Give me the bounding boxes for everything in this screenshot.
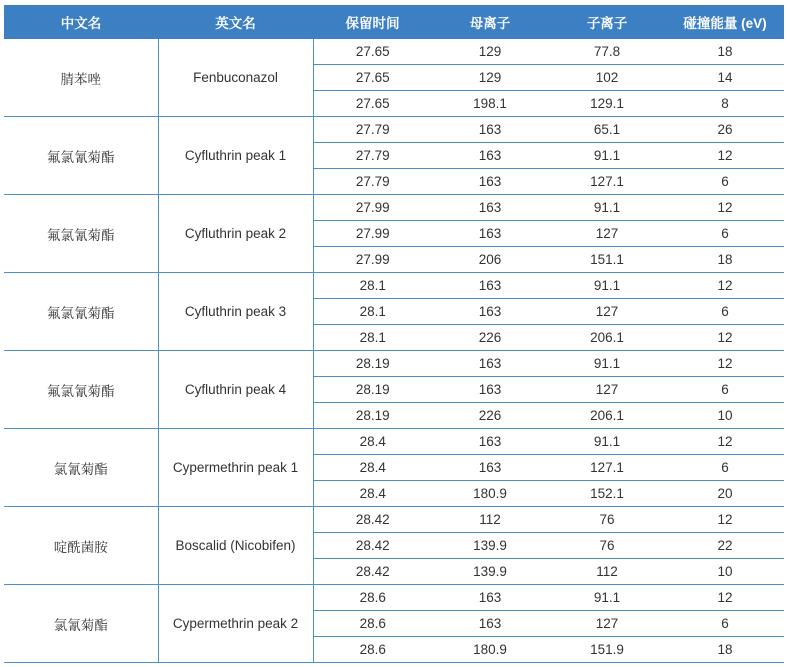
table-row [4, 39, 784, 65]
collision-energy-cell: 12 [666, 143, 784, 169]
table-row [4, 273, 784, 299]
header-cn-name: 中文名 [4, 5, 158, 39]
header-precursor-ion: 母离子 [432, 5, 548, 39]
precursor-ion-cell: 198.1 [432, 91, 548, 117]
precursor-ion-cell: 226 [432, 403, 548, 429]
compound-en-name: Cypermethrin peak 2 [158, 585, 313, 663]
collision-energy-cell: 14 [666, 65, 784, 91]
header-collision-energy: 碰撞能量 (eV) [666, 5, 784, 39]
product-ion-cell: 77.8 [548, 39, 666, 65]
compound-cn-name: 啶酰菌胺 [4, 507, 158, 585]
compound-en-name: Cyfluthrin peak 4 [158, 351, 313, 429]
table-row [4, 429, 784, 455]
collision-energy-cell: 6 [666, 377, 784, 403]
collision-energy-cell: 12 [666, 429, 784, 455]
precursor-ion-cell: 206 [432, 247, 548, 273]
precursor-ion-cell: 163 [432, 455, 548, 481]
collision-energy-cell: 12 [666, 507, 784, 533]
retention-time-cell: 28.19 [313, 377, 432, 403]
product-ion-cell: 91.1 [548, 143, 666, 169]
collision-energy-cell: 18 [666, 247, 784, 273]
collision-energy-cell: 6 [666, 221, 784, 247]
table-row [4, 117, 784, 143]
retention-time-cell: 28.1 [313, 325, 432, 351]
product-ion-cell: 151.9 [548, 637, 666, 663]
precursor-ion-cell: 163 [432, 299, 548, 325]
precursor-ion-cell: 163 [432, 221, 548, 247]
retention-time-cell: 28.4 [313, 455, 432, 481]
precursor-ion-cell: 129 [432, 39, 548, 65]
retention-time-cell: 28.1 [313, 273, 432, 299]
collision-energy-cell: 26 [666, 117, 784, 143]
precursor-ion-cell: 163 [432, 195, 548, 221]
precursor-ion-cell: 163 [432, 377, 548, 403]
precursor-ion-cell: 163 [432, 585, 548, 611]
compound-en-name: Cypermethrin peak 1 [158, 429, 313, 507]
precursor-ion-cell: 163 [432, 169, 548, 195]
collision-energy-cell: 8 [666, 91, 784, 117]
product-ion-cell: 112 [548, 559, 666, 585]
product-ion-cell: 76 [548, 533, 666, 559]
table-row [4, 585, 784, 611]
retention-time-cell: 27.79 [313, 169, 432, 195]
precursor-ion-cell: 112 [432, 507, 548, 533]
precursor-ion-cell: 163 [432, 273, 548, 299]
precursor-ion-cell: 163 [432, 351, 548, 377]
compound-cn-name: 氟氯氰菊酯 [4, 195, 158, 273]
product-ion-cell: 127.1 [548, 455, 666, 481]
collision-energy-cell: 12 [666, 351, 784, 377]
compound-cn-name: 氟氯氰菊酯 [4, 117, 158, 195]
precursor-ion-cell: 180.9 [432, 637, 548, 663]
product-ion-cell: 127 [548, 221, 666, 247]
collision-energy-cell: 12 [666, 325, 784, 351]
retention-time-cell: 28.4 [313, 429, 432, 455]
collision-energy-cell: 6 [666, 299, 784, 325]
product-ion-cell: 152.1 [548, 481, 666, 507]
precursor-ion-cell: 163 [432, 429, 548, 455]
retention-time-cell: 27.79 [313, 117, 432, 143]
compound-cn-name: 氯氰菊酯 [4, 585, 158, 663]
compound-cn-name: 氟氯氰菊酯 [4, 351, 158, 429]
product-ion-cell: 206.1 [548, 325, 666, 351]
retention-time-cell: 27.99 [313, 247, 432, 273]
precursor-ion-cell: 139.9 [432, 533, 548, 559]
product-ion-cell: 127 [548, 377, 666, 403]
collision-energy-cell: 18 [666, 39, 784, 65]
collision-energy-cell: 6 [666, 169, 784, 195]
product-ion-cell: 65.1 [548, 117, 666, 143]
collision-energy-cell: 10 [666, 403, 784, 429]
product-ion-cell: 102 [548, 65, 666, 91]
header-product-ion: 子离子 [548, 5, 666, 39]
compound-en-name: Boscalid (Nicobifen) [158, 507, 313, 585]
product-ion-cell: 127 [548, 299, 666, 325]
product-ion-cell: 91.1 [548, 195, 666, 221]
product-ion-cell: 76 [548, 507, 666, 533]
retention-time-cell: 28.42 [313, 533, 432, 559]
collision-energy-cell: 12 [666, 195, 784, 221]
collision-energy-cell: 6 [666, 455, 784, 481]
product-ion-cell: 206.1 [548, 403, 666, 429]
product-ion-cell: 91.1 [548, 429, 666, 455]
retention-time-cell: 28.1 [313, 299, 432, 325]
retention-time-cell: 27.99 [313, 195, 432, 221]
precursor-ion-cell: 226 [432, 325, 548, 351]
precursor-ion-cell: 129 [432, 65, 548, 91]
retention-time-cell: 28.6 [313, 637, 432, 663]
header-en-name: 英文名 [158, 5, 313, 39]
retention-time-cell: 27.99 [313, 221, 432, 247]
retention-time-cell: 28.42 [313, 507, 432, 533]
collision-energy-cell: 12 [666, 585, 784, 611]
collision-energy-cell: 20 [666, 481, 784, 507]
retention-time-cell: 28.42 [313, 559, 432, 585]
collision-energy-cell: 22 [666, 533, 784, 559]
table-body [4, 39, 784, 663]
collision-energy-cell: 10 [666, 559, 784, 585]
retention-time-cell: 28.6 [313, 611, 432, 637]
retention-time-cell: 28.19 [313, 403, 432, 429]
compound-cn-name: 腈苯唑 [4, 39, 158, 117]
precursor-ion-cell: 163 [432, 143, 548, 169]
collision-energy-cell: 6 [666, 611, 784, 637]
precursor-ion-cell: 163 [432, 611, 548, 637]
header-retention-time: 保留时间 [313, 5, 432, 39]
compound-en-name: Cyfluthrin peak 1 [158, 117, 313, 195]
table-row [4, 351, 784, 377]
compound-en-name: Cyfluthrin peak 2 [158, 195, 313, 273]
retention-time-cell: 27.65 [313, 39, 432, 65]
retention-time-cell: 28.6 [313, 585, 432, 611]
table-header-row [4, 5, 784, 39]
compound-en-name: Fenbuconazol [158, 39, 313, 117]
retention-time-cell: 28.4 [313, 481, 432, 507]
product-ion-cell: 91.1 [548, 273, 666, 299]
product-ion-cell: 129.1 [548, 91, 666, 117]
compound-en-name: Cyfluthrin peak 3 [158, 273, 313, 351]
retention-time-cell: 27.65 [313, 91, 432, 117]
precursor-ion-cell: 180.9 [432, 481, 548, 507]
retention-time-cell: 27.65 [313, 65, 432, 91]
product-ion-cell: 91.1 [548, 351, 666, 377]
compound-cn-name: 氯氰菊酯 [4, 429, 158, 507]
collision-energy-cell: 12 [666, 273, 784, 299]
product-ion-cell: 151.1 [548, 247, 666, 273]
product-ion-cell: 127.1 [548, 169, 666, 195]
product-ion-cell: 127 [548, 611, 666, 637]
precursor-ion-cell: 163 [432, 117, 548, 143]
mrm-parameter-table [4, 5, 784, 663]
compound-cn-name: 氟氯氰菊酯 [4, 273, 158, 351]
precursor-ion-cell: 139.9 [432, 559, 548, 585]
retention-time-cell: 28.19 [313, 351, 432, 377]
table-row [4, 507, 784, 533]
table-row [4, 195, 784, 221]
product-ion-cell: 91.1 [548, 585, 666, 611]
collision-energy-cell: 18 [666, 637, 784, 663]
retention-time-cell: 27.79 [313, 143, 432, 169]
